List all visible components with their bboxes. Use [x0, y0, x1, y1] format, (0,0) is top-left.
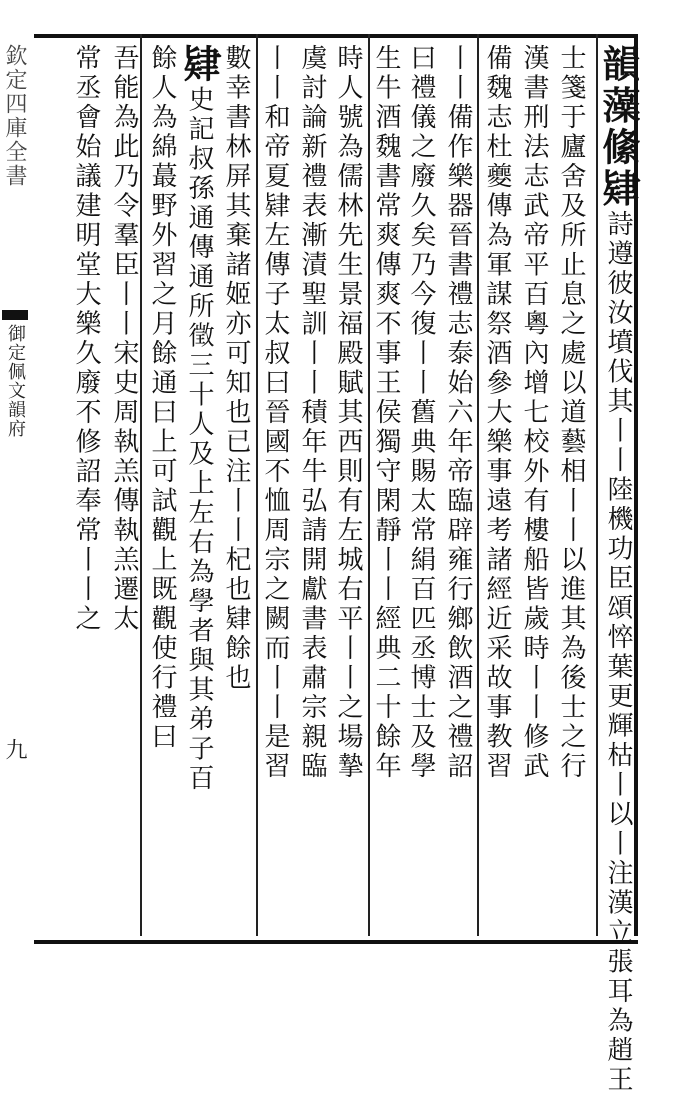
text-column-3: 漢書刑法志武帝平百粵內增七校外有樓船皆歲時丨丨修武 [519, 44, 549, 782]
text-column-8: 時人號為儒林先生景福殿賦其西則有左城右平丨丨之場摯 [333, 44, 363, 782]
text-column-11: 數幸書林屏其棄諸姬亦可知也已注丨丨杞也肄餘也 [221, 44, 251, 693]
text-column-13: 餘人為綿蕞野外習之月餘通曰上可試觀上既觀使行禮曰 [147, 44, 177, 752]
column-text: 史記叔孫通傳通所徵三十人及上左右為學者與其弟子百 [184, 85, 214, 794]
page-number: 九 [2, 738, 27, 760]
text-column-10: 丨丨和帝夏肄左傳子太叔曰晉國不恤周宗之闕而丨丨是習 [260, 44, 290, 782]
column-text: 詩遵彼汝墳伐其丨丨陸機功臣頌悴葉更輝枯丨以丨注漢立張耳為趙王 [603, 210, 633, 1095]
text-column-7: 生牛酒魏書常爽傳爽不事王侯獨守閑靜丨丨經典二十餘年 [371, 44, 401, 782]
text-column-6: 曰禮儀之廢久矣乃今復丨丨舊典賜太常絹百匹丞博士及學 [406, 44, 436, 782]
text-column-14: 吾能為此乃令羣臣丨丨宋史周執羔傳執羔遷太 [109, 44, 139, 634]
text-column-5: 丨丨備作樂器晉書禮志泰始六年帝臨辟雍行鄉飲酒之禮詔 [443, 44, 473, 782]
book-title: 御定佩文韻府 [2, 310, 28, 494]
entry-heading: 韻藻 [596, 44, 641, 127]
text-column-2: 士箋于廬舍及所止息之處以道藝相丨丨以進其為後士之行 [556, 44, 586, 782]
entry-heading-word: 絛肄 [596, 127, 641, 210]
top-edge-text: 欽定四庫全書 [2, 44, 27, 188]
entry-heading-word: 肄 [177, 44, 222, 86]
text-column-15: 常丞會始議建明堂大樂久廢不修詔奉常丨丨之 [71, 44, 101, 634]
text-column-9: 虞討論新禮表漸漬聖訓丨丨積年牛弘請開獻書表肅宗親臨 [297, 44, 327, 782]
text-column-12 [177, 44, 222, 924]
text-column-4: 備魏志杜夔傳為軍謀祭酒參大樂事遠考諸經近采故事教習 [482, 44, 512, 782]
text-column-1 [596, 44, 641, 1095]
